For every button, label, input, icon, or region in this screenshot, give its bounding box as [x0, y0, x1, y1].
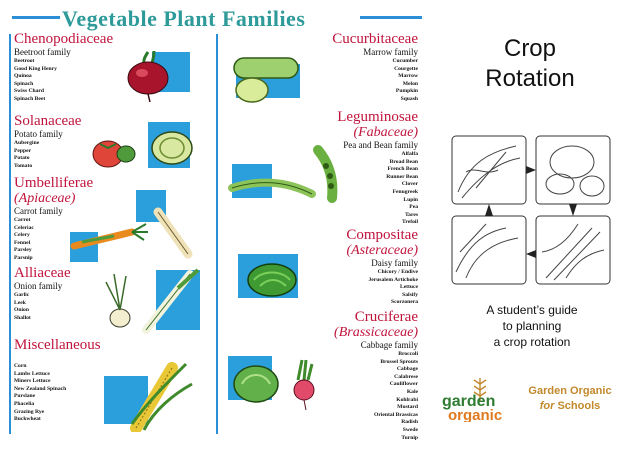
- list-item: Parsley: [14, 247, 32, 254]
- family-members: [14, 292, 71, 322]
- marrow-squash-illustration: [228, 52, 308, 108]
- logo-word-garden: garden: [442, 393, 496, 410]
- family-members: [14, 140, 81, 170]
- poster-center-rule: [216, 34, 218, 434]
- poster-left-rule: [9, 34, 11, 434]
- partner-schools: Schools: [557, 400, 601, 412]
- list-item: Cucumber: [392, 58, 418, 64]
- list-item: Celery: [14, 232, 30, 239]
- pea-bean-illustration: [228, 144, 348, 204]
- family-members: [334, 351, 418, 442]
- family-solanaceae: [14, 114, 81, 170]
- guide-line: A student’s guide: [486, 303, 578, 317]
- list-item: Celeriac: [14, 224, 34, 231]
- list-item: Spinach: [14, 80, 34, 87]
- family-members: [14, 58, 113, 104]
- list-item: Lupin: [403, 196, 418, 203]
- list-item: Corn: [14, 363, 27, 369]
- family-leguminosae: [337, 110, 418, 227]
- family-title: Solanaceae: [14, 113, 82, 129]
- list-item: Onion: [14, 307, 29, 314]
- family-cruciferae: [334, 310, 418, 442]
- list-item: Kale: [406, 388, 418, 395]
- list-item: Brussel Sprouts: [380, 358, 418, 365]
- family-common-name: Pea and Bean family: [343, 140, 418, 150]
- list-item: Pea: [409, 204, 418, 211]
- partner-for: for: [539, 400, 555, 412]
- family-compositae: [346, 228, 418, 307]
- family-subtitle: (Asteraceae): [346, 243, 418, 258]
- family-members: [337, 151, 418, 227]
- list-item: Swede: [402, 426, 418, 433]
- logo-word-organic: organic: [448, 407, 503, 422]
- family-subtitle: (Fabaceae): [353, 125, 418, 140]
- list-item: Grazing Rye: [14, 408, 45, 415]
- list-item: Turnip: [401, 434, 418, 441]
- family-members: [332, 58, 418, 104]
- list-item: Calabrese: [394, 373, 418, 380]
- list-item: Fenugreek: [392, 188, 418, 195]
- list-item: Kohlrabi: [396, 396, 418, 403]
- guide-line: a crop rotation: [493, 335, 571, 349]
- list-item: Garlic: [14, 292, 30, 298]
- family-subtitle: (Brassicaceae): [334, 325, 418, 340]
- family-common-name: Onion family: [14, 281, 63, 291]
- list-item: Miners Lettuce: [14, 378, 51, 385]
- list-item: Buckwheat: [14, 416, 41, 423]
- list-item: Swiss Chard: [14, 88, 44, 95]
- cabbage-radish-illustration: [232, 354, 322, 410]
- family-common-name: Daisy family: [371, 258, 418, 268]
- list-item: Quinoa: [14, 73, 32, 80]
- list-item: Cabbage: [396, 366, 418, 373]
- family-title: Umbelliferae: [14, 175, 94, 191]
- partner-name: Garden Organic: [528, 385, 612, 397]
- family-chenopodiaceae: [14, 32, 113, 104]
- family-alliaceae: [14, 266, 71, 322]
- vegetable-families-poster: [6, 4, 426, 442]
- list-item: Potato: [14, 155, 30, 162]
- list-item: Aubergine: [14, 140, 40, 146]
- family-title: Alliaceae: [14, 265, 71, 281]
- list-item: New Zealand Spinach: [14, 385, 67, 392]
- list-item: Purslane: [14, 393, 36, 400]
- lettuce-illustration: [242, 258, 302, 300]
- family-title: Cucurbitaceae: [332, 31, 418, 47]
- list-item: Clover: [401, 181, 418, 188]
- list-item: Trefoil: [402, 219, 418, 226]
- list-item: Alfalfa: [401, 151, 418, 157]
- family-title: Chenopodiaceae: [14, 31, 114, 47]
- partner-schools-line: [520, 399, 620, 414]
- family-common-name: Potato family: [14, 129, 63, 139]
- corn-illustration: [126, 354, 198, 432]
- list-item: Salsify: [402, 291, 418, 298]
- slide-title-line: Rotation: [485, 65, 575, 92]
- family-members: [346, 269, 418, 307]
- garden-organic-logo: [440, 376, 514, 422]
- slide-title: [460, 34, 600, 94]
- family-common-name: Beetroot family: [14, 47, 71, 57]
- list-item: Melon: [402, 80, 418, 87]
- list-item: Carrot: [14, 217, 31, 223]
- carrot-parsnip-illustration: [68, 202, 198, 262]
- list-item: Tares: [404, 211, 418, 218]
- list-item: Fennel: [14, 239, 31, 246]
- list-item: Chicory / Endive: [377, 269, 418, 275]
- list-item: Runner Bean: [386, 173, 418, 180]
- list-item: Courgette: [394, 65, 418, 72]
- slide-title-line: Crop: [503, 35, 557, 62]
- family-cucurbitaceae: [332, 32, 418, 104]
- family-subtitle: (Apiaceae): [14, 191, 76, 206]
- list-item: Squash: [400, 95, 418, 102]
- list-item: Radish: [401, 419, 418, 426]
- list-item: Beetroot: [14, 58, 35, 64]
- list-item: French Bean: [387, 166, 418, 173]
- family-title: Miscellaneous: [14, 337, 101, 353]
- family-common-name: Marrow family: [363, 47, 418, 57]
- list-item: Leek: [14, 299, 26, 306]
- list-item: Spinach Beet: [14, 95, 46, 102]
- list-item: Oriental Brassicas: [374, 411, 418, 418]
- title-rule-left: [12, 16, 60, 19]
- onion-leek-illustration: [90, 266, 202, 334]
- family-title: Cruciferae: [354, 309, 418, 325]
- partner-label: [520, 384, 620, 414]
- crop-rotation-diagram: [446, 132, 616, 288]
- list-item: Broad Bean: [389, 158, 418, 165]
- family-miscellaneous: [14, 338, 101, 424]
- list-item: Jerusalem Artichoke: [368, 276, 418, 283]
- list-item: Broccoli: [398, 351, 418, 357]
- list-item: Tomato: [14, 162, 33, 169]
- list-item: Scorzonera: [390, 299, 418, 306]
- list-item: Phacelia: [14, 400, 35, 407]
- list-item: Lettuce: [399, 284, 418, 291]
- list-item: Pepper: [14, 147, 32, 154]
- list-item: Cauliflower: [389, 381, 418, 388]
- family-title: Leguminosae: [337, 109, 418, 125]
- family-title: Compositae: [346, 227, 418, 243]
- family-common-name: Carrot family: [14, 206, 63, 216]
- beetroot-illustration: [118, 48, 176, 102]
- title-rule-right: [360, 16, 422, 19]
- guide-line: to planning: [502, 319, 562, 333]
- tomato-pepper-illustration: [86, 130, 198, 182]
- list-item: Good King Henry: [14, 65, 57, 72]
- family-common-name: Cabbage family: [360, 340, 418, 350]
- list-item: Pumpkin: [395, 88, 418, 95]
- list-item: Parsnip: [14, 254, 33, 261]
- family-members: [14, 363, 101, 424]
- poster-title: Vegetable Plant Families: [62, 6, 306, 31]
- list-item: Mustard: [397, 404, 418, 411]
- list-item: Lambs Lettuce: [14, 370, 50, 377]
- list-item: Shallot: [14, 314, 31, 321]
- list-item: Marrow: [398, 73, 418, 80]
- guide-subtitle: [468, 302, 596, 350]
